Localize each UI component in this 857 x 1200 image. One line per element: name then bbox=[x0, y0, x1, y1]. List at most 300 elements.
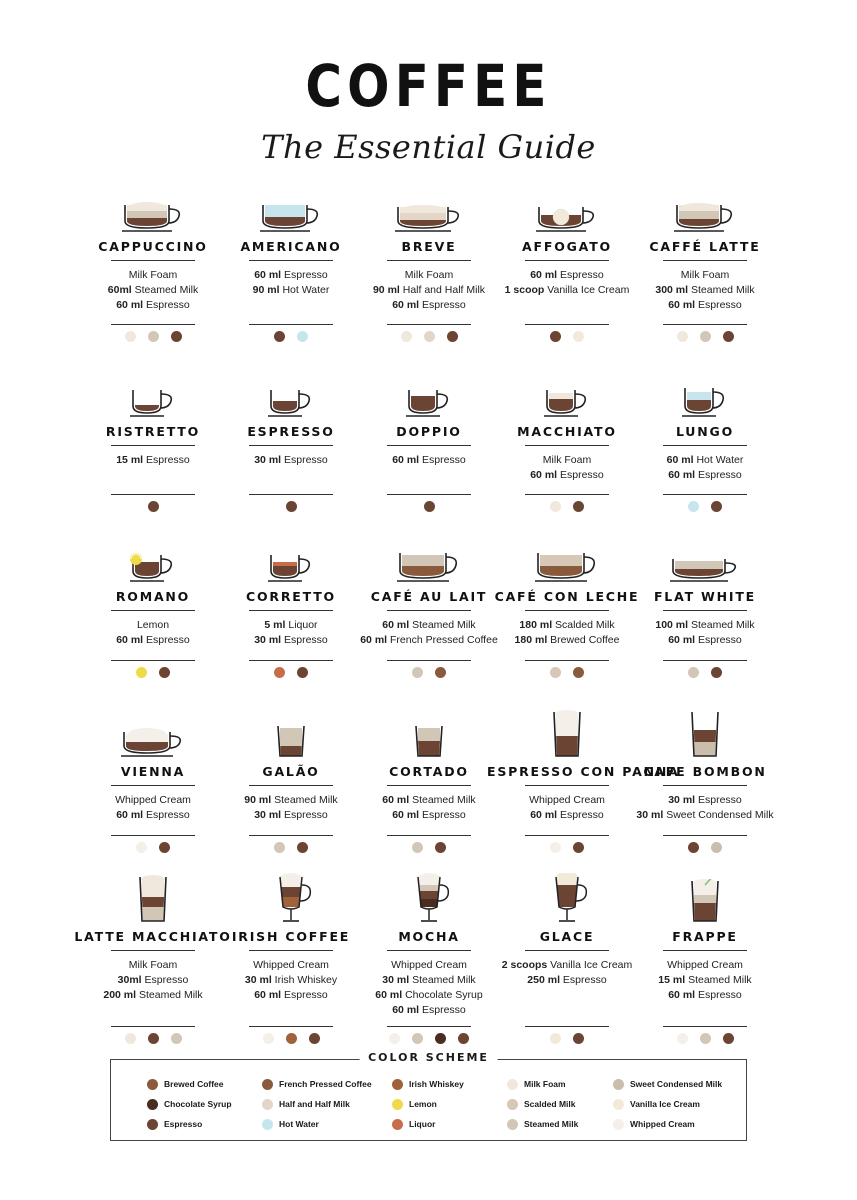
ingredient-line bbox=[349, 808, 509, 823]
drink-name: BREVE bbox=[401, 239, 457, 254]
ingredient-amount: 60 ml bbox=[382, 794, 410, 806]
ingredient-color-dots bbox=[73, 501, 233, 512]
legend-color-dot bbox=[613, 1079, 624, 1090]
drink-name: GLACE bbox=[539, 929, 595, 944]
drink-card bbox=[349, 193, 509, 373]
color-dot bbox=[435, 1033, 446, 1044]
ingredient-color-dots bbox=[211, 331, 371, 342]
ingredient-line bbox=[73, 298, 233, 313]
ingredient-line bbox=[73, 973, 233, 988]
legend-item bbox=[507, 1118, 613, 1130]
color-dot bbox=[412, 1033, 423, 1044]
ingredient-list bbox=[211, 268, 371, 318]
divider bbox=[525, 835, 609, 836]
drink-card bbox=[487, 543, 647, 703]
color-dot bbox=[263, 1033, 274, 1044]
divider bbox=[249, 324, 333, 325]
ingredient-color-dots bbox=[349, 667, 509, 678]
legend-item bbox=[392, 1098, 507, 1110]
ingredient-line bbox=[73, 283, 233, 298]
divider bbox=[663, 785, 747, 786]
color-dot bbox=[573, 331, 584, 342]
ingredient-line bbox=[73, 958, 233, 973]
divider bbox=[387, 260, 471, 261]
color-dot bbox=[286, 501, 297, 512]
legend-color-dot bbox=[507, 1099, 518, 1110]
legend-color-dot bbox=[507, 1079, 518, 1090]
cortado-glass-icon bbox=[349, 708, 509, 758]
drink-card bbox=[625, 708, 785, 868]
divider bbox=[111, 785, 195, 786]
ingredient-list bbox=[73, 618, 233, 654]
flat-white-cup-icon bbox=[625, 543, 785, 583]
ingredient-line bbox=[349, 1003, 509, 1018]
ingredient-color-dots bbox=[73, 1033, 233, 1044]
divider bbox=[663, 835, 747, 836]
legend-color-dot bbox=[262, 1119, 273, 1130]
color-dot bbox=[125, 331, 136, 342]
color-dot bbox=[447, 331, 458, 342]
legend-label: Brewed Coffee bbox=[164, 1079, 224, 1089]
color-dot bbox=[573, 1033, 584, 1044]
color-dot bbox=[688, 842, 699, 853]
color-dot bbox=[412, 842, 423, 853]
drink-card bbox=[73, 873, 233, 1033]
divider bbox=[525, 445, 609, 446]
color-dot bbox=[573, 842, 584, 853]
color-dot bbox=[297, 331, 308, 342]
ingredient-text: Espresso bbox=[146, 454, 190, 466]
cappuccino-cup-icon bbox=[73, 193, 233, 233]
color-dot bbox=[550, 501, 561, 512]
divider bbox=[111, 445, 195, 446]
legend-label: Milk Foam bbox=[524, 1079, 566, 1089]
color-dot bbox=[550, 842, 561, 853]
drink-card bbox=[487, 378, 647, 538]
color-dot bbox=[458, 1033, 469, 1044]
ingredient-text: Espresso bbox=[562, 974, 607, 986]
drink-card bbox=[211, 378, 371, 538]
color-dot bbox=[274, 331, 285, 342]
ingredient-text: Espresso bbox=[144, 974, 189, 986]
legend-item bbox=[147, 1118, 262, 1130]
ingredient-amount: 60 ml bbox=[360, 634, 388, 646]
ingredient-amount: 30 ml bbox=[254, 809, 282, 821]
ingredient-amount: 30 ml bbox=[668, 794, 696, 806]
color-dot bbox=[677, 331, 688, 342]
drink-name: GALÃO bbox=[262, 764, 320, 779]
color-dot bbox=[171, 331, 182, 342]
ingredient-text: Half and Half Milk bbox=[402, 284, 486, 296]
ingredient-line bbox=[349, 298, 509, 313]
drink-card bbox=[211, 708, 371, 868]
ingredient-line bbox=[349, 793, 509, 808]
divider bbox=[249, 260, 333, 261]
color-dot bbox=[286, 1033, 297, 1044]
ingredient-text: Irish Whiskey bbox=[274, 974, 338, 986]
divider bbox=[249, 494, 333, 495]
ingredient-line bbox=[487, 468, 647, 483]
irish-coffee-glass-icon bbox=[211, 873, 371, 923]
ristretto-cup-icon bbox=[73, 378, 233, 418]
color-dot bbox=[148, 331, 159, 342]
divider bbox=[111, 660, 195, 661]
legend-label: Half and Half Milk bbox=[279, 1099, 350, 1109]
ingredient-line bbox=[349, 958, 509, 973]
doppio-cup-icon bbox=[349, 378, 509, 418]
divider bbox=[387, 445, 471, 446]
ingredient-color-dots bbox=[73, 667, 233, 678]
cafe-au-lait-cup-icon bbox=[349, 543, 509, 583]
ingredient-list bbox=[625, 268, 785, 318]
ingredient-line bbox=[487, 268, 647, 283]
ingredient-text: Whipped Cream bbox=[667, 959, 743, 971]
divider bbox=[387, 494, 471, 495]
ingredient-amount: 60 ml bbox=[668, 469, 696, 481]
divider bbox=[111, 260, 195, 261]
ingredient-list bbox=[211, 618, 371, 654]
ingredient-list bbox=[487, 453, 647, 488]
ingredient-line bbox=[211, 988, 371, 1003]
legend-item bbox=[613, 1098, 733, 1110]
drink-card bbox=[487, 873, 647, 1033]
divider bbox=[249, 445, 333, 446]
ingredient-line bbox=[73, 453, 233, 468]
ingredient-amount: 60ml bbox=[107, 284, 132, 296]
ingredient-amount: 30ml bbox=[117, 974, 142, 986]
drink-card bbox=[349, 378, 509, 538]
drink-name: CAFÉ CON LECHE bbox=[494, 589, 640, 604]
divider bbox=[111, 950, 195, 951]
ingredient-amount: 250 ml bbox=[527, 974, 560, 986]
drink-name: FRAPPE bbox=[672, 929, 738, 944]
legend-color-dot bbox=[392, 1099, 403, 1110]
ingredient-list bbox=[349, 618, 509, 654]
ingredient-line bbox=[349, 973, 509, 988]
ingredient-text: Espresso bbox=[146, 809, 190, 821]
divider bbox=[249, 835, 333, 836]
drink-name: AFFOGATO bbox=[522, 239, 612, 254]
ingredient-line bbox=[211, 268, 371, 283]
legend-label: Whipped Cream bbox=[630, 1119, 695, 1129]
divider bbox=[249, 950, 333, 951]
color-dot bbox=[573, 667, 584, 678]
divider bbox=[525, 950, 609, 951]
page-subtitle: The Essential Guide bbox=[261, 128, 596, 166]
legend-item bbox=[392, 1118, 507, 1130]
ingredient-line bbox=[625, 453, 785, 468]
ingredient-amount: 30 ml bbox=[254, 634, 282, 646]
ingredient-text: Espresso bbox=[422, 1004, 466, 1016]
divider bbox=[249, 660, 333, 661]
divider bbox=[387, 785, 471, 786]
ingredient-amount: 60 ml bbox=[392, 809, 420, 821]
color-dot bbox=[274, 667, 285, 678]
ingredient-text: Chocolate Syrup bbox=[405, 989, 483, 1001]
ingredient-line bbox=[487, 793, 647, 808]
ingredient-line bbox=[349, 283, 509, 298]
drink-name: RISTRETTO bbox=[105, 424, 201, 439]
ingredient-color-dots bbox=[487, 331, 647, 342]
color-dot bbox=[125, 1033, 136, 1044]
ingredient-text: Steamed Milk bbox=[134, 284, 199, 296]
legend-item bbox=[507, 1078, 613, 1090]
ingredient-color-dots bbox=[487, 667, 647, 678]
romano-cup-icon bbox=[73, 543, 233, 583]
ingredient-line bbox=[625, 808, 785, 823]
ingredient-color-dots bbox=[625, 667, 785, 678]
ingredient-amount: 60 ml bbox=[392, 454, 420, 466]
drink-name: LATTE MACCHIATO bbox=[74, 929, 232, 944]
color-dot bbox=[688, 667, 699, 678]
ingredient-amount: 60 ml bbox=[392, 1004, 420, 1016]
legend-label: Scalded Milk bbox=[524, 1099, 576, 1109]
ingredient-line bbox=[211, 633, 371, 648]
ingredient-amount: 1 scoop bbox=[504, 284, 545, 296]
ingredient-line bbox=[211, 958, 371, 973]
ingredient-line bbox=[487, 633, 647, 648]
color-dot bbox=[573, 501, 584, 512]
ingredient-list bbox=[349, 958, 509, 1020]
color-dot bbox=[148, 1033, 159, 1044]
legend-item bbox=[262, 1098, 392, 1110]
ingredient-color-dots bbox=[625, 1033, 785, 1044]
color-dot bbox=[677, 1033, 688, 1044]
ingredient-color-dots bbox=[349, 331, 509, 342]
ingredient-text: Espresso bbox=[284, 634, 328, 646]
color-dot bbox=[711, 667, 722, 678]
drink-card bbox=[349, 708, 509, 868]
divider bbox=[525, 324, 609, 325]
ingredient-text: Espresso bbox=[698, 634, 742, 646]
ingredient-line bbox=[349, 618, 509, 633]
ingredient-text: Lemon bbox=[136, 619, 170, 631]
ingredient-amount: 30 ml bbox=[244, 974, 272, 986]
ingredient-text: Espresso bbox=[698, 299, 742, 311]
legend-item bbox=[262, 1118, 392, 1130]
color-dot bbox=[159, 842, 170, 853]
legend-grid bbox=[147, 1078, 733, 1130]
color-dot bbox=[550, 1033, 561, 1044]
drink-card bbox=[625, 378, 785, 538]
ingredient-text: Espresso bbox=[146, 299, 190, 311]
ingredient-text: Steamed Milk bbox=[412, 619, 476, 631]
drink-name: ESPRESSO bbox=[247, 424, 335, 439]
ingredient-amount: 60 ml bbox=[668, 299, 696, 311]
ingredient-list bbox=[487, 618, 647, 654]
legend-color-dot bbox=[613, 1099, 624, 1110]
ingredient-text: Liquor bbox=[288, 619, 318, 631]
ingredient-line bbox=[73, 268, 233, 283]
drink-name: ESPRESSO CON PANNA bbox=[487, 764, 680, 779]
ingredient-amount: 15 ml bbox=[116, 454, 144, 466]
divider bbox=[663, 660, 747, 661]
ingredient-list bbox=[73, 958, 233, 1020]
ingredient-text: Espresso bbox=[560, 469, 604, 481]
ingredient-text: Whipped Cream bbox=[115, 794, 191, 806]
divider bbox=[525, 1026, 609, 1027]
color-dot bbox=[148, 501, 159, 512]
ingredient-line bbox=[349, 453, 509, 468]
ingredient-amount: 60 ml bbox=[530, 469, 558, 481]
legend-item bbox=[613, 1118, 733, 1130]
ingredient-line bbox=[211, 283, 371, 298]
ingredient-amount: 60 ml bbox=[254, 269, 282, 281]
ingredient-text: Espresso bbox=[698, 989, 742, 1001]
ingredient-text: Steamed Milk bbox=[139, 989, 203, 1001]
drink-card bbox=[211, 873, 371, 1033]
color-dot bbox=[550, 331, 561, 342]
drink-name: ROMANO bbox=[115, 589, 191, 604]
ingredient-amount: 60 ml bbox=[116, 634, 144, 646]
ingredient-amount: 90 ml bbox=[244, 794, 272, 806]
espresso-con-panna-glass-icon bbox=[487, 708, 647, 758]
drink-name: MACCHIATO bbox=[517, 424, 617, 439]
ingredient-amount: 90 ml bbox=[252, 284, 280, 296]
color-dot bbox=[711, 501, 722, 512]
divider bbox=[249, 785, 333, 786]
legend-item bbox=[507, 1098, 613, 1110]
ingredient-text: Sweet Condensed Milk bbox=[666, 809, 774, 821]
color-scheme-legend bbox=[110, 1051, 747, 1141]
ingredient-text: Hot Water bbox=[282, 284, 330, 296]
ingredient-color-dots bbox=[73, 842, 233, 853]
latte-macchiato-glass-icon bbox=[73, 873, 233, 923]
divider bbox=[249, 1026, 333, 1027]
ingredient-text: Espresso bbox=[422, 454, 466, 466]
legend-label: Chocolate Syrup bbox=[164, 1099, 232, 1109]
ingredient-text: Steamed Milk bbox=[412, 794, 476, 806]
ingredient-amount: 2 scoops bbox=[501, 959, 548, 971]
color-dot bbox=[688, 501, 699, 512]
ingredient-text: Steamed Milk bbox=[412, 974, 476, 986]
drink-name: LUNGO bbox=[675, 424, 735, 439]
ingredient-line bbox=[625, 958, 785, 973]
color-dot bbox=[723, 1033, 734, 1044]
ingredient-amount: 60 ml bbox=[254, 989, 282, 1001]
color-dot bbox=[700, 331, 711, 342]
divider bbox=[525, 494, 609, 495]
divider bbox=[525, 785, 609, 786]
ingredient-text: Steamed Milk bbox=[691, 619, 755, 631]
color-dot bbox=[424, 331, 435, 342]
ingredient-amount: 5 ml bbox=[264, 619, 286, 631]
ingredient-line bbox=[487, 618, 647, 633]
ingredient-line bbox=[625, 793, 785, 808]
legend-label: Vanilla Ice Cream bbox=[630, 1099, 700, 1109]
divider bbox=[663, 324, 747, 325]
ingredient-line bbox=[73, 618, 233, 633]
ingredient-list bbox=[349, 453, 509, 488]
ingredient-text: Steamed Milk bbox=[274, 794, 338, 806]
ingredient-amount: 30 ml bbox=[382, 974, 410, 986]
ingredient-amount: 30 ml bbox=[636, 809, 664, 821]
ingredient-line bbox=[625, 298, 785, 313]
color-dot bbox=[389, 1033, 400, 1044]
ingredient-amount: 60 ml bbox=[116, 809, 144, 821]
ingredient-line bbox=[73, 793, 233, 808]
color-dot bbox=[171, 1033, 182, 1044]
legend-color-dot bbox=[147, 1099, 158, 1110]
ingredient-text: Milk Foam bbox=[128, 959, 178, 971]
ingredient-line bbox=[625, 973, 785, 988]
ingredient-list bbox=[487, 958, 647, 1020]
drink-card bbox=[73, 543, 233, 703]
ingredient-color-dots bbox=[625, 501, 785, 512]
drink-card bbox=[211, 543, 371, 703]
ingredient-list bbox=[625, 793, 785, 829]
galao-glass-icon bbox=[211, 708, 371, 758]
ingredient-text: Whipped Cream bbox=[529, 794, 605, 806]
ingredient-color-dots bbox=[625, 331, 785, 342]
legend-color-dot bbox=[262, 1079, 273, 1090]
ingredient-line bbox=[625, 618, 785, 633]
ingredient-text: Espresso bbox=[698, 469, 742, 481]
ingredient-amount: 180 ml bbox=[514, 634, 548, 646]
ingredient-line bbox=[349, 633, 509, 648]
ingredient-text: Milk Foam bbox=[128, 269, 178, 281]
ingredient-amount: 60 ml bbox=[668, 989, 696, 1001]
ingredient-line bbox=[349, 988, 509, 1003]
ingredient-list bbox=[349, 268, 509, 318]
divider bbox=[111, 835, 195, 836]
legend-color-dot bbox=[392, 1119, 403, 1130]
macchiato-cup-icon bbox=[487, 378, 647, 418]
divider bbox=[663, 950, 747, 951]
drink-name: IRISH COFFEE bbox=[231, 929, 351, 944]
legend-item bbox=[147, 1078, 262, 1090]
ingredient-line bbox=[73, 988, 233, 1003]
corretto-cup-icon bbox=[211, 543, 371, 583]
ingredient-list bbox=[625, 453, 785, 488]
ingredient-line bbox=[211, 808, 371, 823]
ingredient-color-dots bbox=[349, 501, 509, 512]
ingredient-color-dots bbox=[211, 667, 371, 678]
ingredient-list bbox=[73, 793, 233, 829]
ingredient-amount: 15 ml bbox=[658, 974, 686, 986]
ingredient-list bbox=[73, 453, 233, 488]
ingredient-line bbox=[487, 283, 647, 298]
ingredient-text: Whipped Cream bbox=[391, 959, 467, 971]
divider bbox=[387, 660, 471, 661]
legend-label: Sweet Condensed Milk bbox=[630, 1079, 723, 1089]
ingredient-amount: 30 ml bbox=[254, 454, 282, 466]
ingredient-line bbox=[625, 633, 785, 648]
ingredient-color-dots bbox=[487, 842, 647, 853]
drink-name: MOCHA bbox=[398, 929, 460, 944]
drink-name: CORTADO bbox=[389, 764, 469, 779]
divider bbox=[663, 494, 747, 495]
color-dot bbox=[297, 842, 308, 853]
ingredient-text: Steamed Milk bbox=[688, 974, 752, 986]
color-dot bbox=[136, 667, 147, 678]
legend-item bbox=[392, 1078, 507, 1090]
ingredient-text: Espresso bbox=[284, 809, 328, 821]
divider bbox=[387, 324, 471, 325]
ingredient-line bbox=[73, 633, 233, 648]
ingredient-line bbox=[487, 453, 647, 468]
drink-card bbox=[487, 193, 647, 373]
mocha-glass-icon bbox=[349, 873, 509, 923]
ingredient-color-dots bbox=[211, 842, 371, 853]
ingredient-text: Espresso bbox=[698, 794, 742, 806]
ingredient-list bbox=[487, 793, 647, 829]
ingredient-line bbox=[625, 988, 785, 1003]
color-dot bbox=[297, 667, 308, 678]
frappe-glass-icon bbox=[625, 873, 785, 923]
ingredient-color-dots bbox=[211, 501, 371, 512]
divider bbox=[387, 950, 471, 951]
